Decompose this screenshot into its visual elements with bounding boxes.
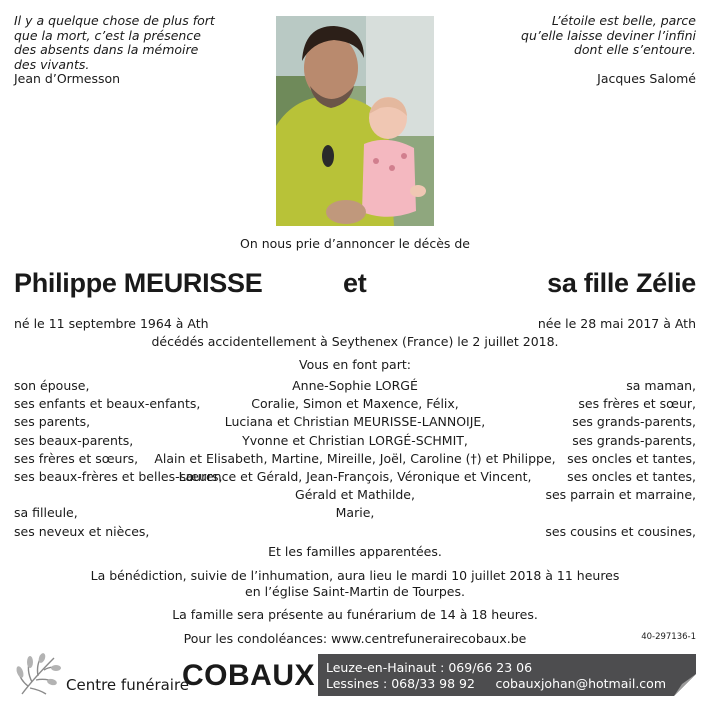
quote-right-line: dont elle s’entoure.: [573, 42, 696, 57]
quote-left-line: des absents dans la mémoire: [14, 42, 199, 57]
families-line: Et les familles apparentées.: [268, 544, 442, 559]
relation-right: ses grands-parents,: [572, 432, 696, 448]
relation-left: ses parents,: [14, 414, 91, 430]
part-intro: Vous en font part:: [299, 357, 411, 372]
death-line: décédés accidentellement à Seythenex (France) le 2 juillet 2018.: [151, 334, 559, 349]
relation-names: Coralie, Simon et Maxence, Félix,: [251, 396, 459, 412]
family-row: [14, 414, 696, 432]
relation-names: Luciana et Christian MEURISSE-LANNOIJE,: [224, 414, 486, 430]
cobaux-brand: COBAUX: [182, 659, 316, 692]
phone-leuze: Leuze-en-Hainaut : 069/66 23 06: [326, 660, 533, 675]
quote-right: [466, 14, 696, 86]
relation-names: Yvonne et Christian LORGÉ-SCHMIT,: [242, 432, 468, 448]
quote-right-author: Jacques Salomé: [597, 70, 696, 86]
family-row: [14, 505, 696, 523]
phone-lessines: Lessines : 068/33 98 92: [326, 676, 475, 691]
presence-line: La famille sera présente au funérarium de 14 à 18 heures.: [172, 607, 538, 622]
relation-names: Alain et Elisabeth, Martine, Mireille, Joël, Caroline (†) et Philippe,: [154, 450, 556, 466]
relation-left: son épouse,: [14, 378, 90, 393]
father-birth: né le 11 septembre 1964 à Ath: [14, 316, 209, 331]
ceremony-line: La bénédiction, suivie de l’inhumation, aura lieu le mardi 10 juillet 2018 à 11 heures: [90, 568, 620, 583]
email[interactable]: cobauxjohan@hotmail.com: [495, 676, 666, 691]
relation-right: sa maman,: [626, 378, 696, 393]
relation-names: Gérald et Mathilde,: [295, 487, 415, 503]
relation-right: ses oncles et tantes,: [567, 450, 696, 466]
family-row: [14, 396, 696, 414]
family-row: [14, 451, 696, 469]
family-row: [14, 487, 696, 505]
contact-panel: [318, 654, 696, 696]
relation-right: ses oncles et tantes,: [567, 468, 696, 484]
centre-funeraire-label: Centre funéraire: [66, 676, 190, 694]
deceased-daughter-name: sa fille Zélie: [547, 268, 696, 298]
relation-left: ses enfants et beaux-enfants,: [14, 396, 201, 412]
quote-left-line: que la mort, c’est la présence: [14, 27, 201, 43]
family-row: [14, 433, 696, 451]
quote-left: [14, 14, 244, 87]
family-row: [14, 469, 696, 487]
quote-left-line: des vivants.: [14, 56, 90, 72]
announcement: On nous prie d’annoncer le décès de: [239, 236, 471, 251]
relation-left: ses beaux-parents,: [14, 432, 134, 448]
quote-left-line: Il y a quelque chose de plus fort: [14, 13, 215, 28]
relation-right: ses parrain et marraine,: [545, 487, 696, 503]
relation-left: ses neveux et nièces,: [14, 523, 150, 539]
daughter-birth: née le 28 mai 2017 à Ath: [537, 316, 696, 331]
quote-left-author: Jean d’Ormesson: [14, 71, 121, 86]
ceremony-line: en l’église Saint-Martin de Tourpes.: [245, 584, 465, 599]
family-list: [14, 378, 696, 542]
page-curl-icon: [674, 674, 696, 696]
quote-right-line: L’étoile est belle, parce: [551, 13, 696, 28]
relation-left: sa filleule,: [14, 505, 78, 521]
relation-names: Laurence et Gérald, Jean-François, Véronique et Vincent,: [178, 468, 532, 484]
deceased-conjunction: et: [343, 268, 367, 298]
relation-right: ses grands-parents,: [572, 414, 696, 430]
family-row: [14, 524, 696, 542]
relation-left: ses frères et sœurs,: [14, 450, 139, 466]
relation-right: ses frères et sœur,: [578, 396, 696, 412]
leaf-logo-icon: [14, 652, 62, 698]
relation-left: ses beaux-frères et belles-sœurs,: [14, 468, 223, 484]
reference-number: 40-297136-1: [641, 632, 696, 642]
portrait-photo: [276, 16, 434, 226]
condolences-line: Pour les condoléances: www.centrefunerairecobaux.be: [183, 631, 527, 646]
relation-right: ses cousins et cousines,: [545, 523, 696, 539]
deceased-father-name: Philippe MEURISSE: [14, 268, 263, 298]
family-row: [14, 378, 696, 396]
relation-names: Anne-Sophie LORGÉ: [292, 378, 418, 393]
quote-right-line: qu’elle laisse deviner l’infini: [521, 27, 696, 43]
relation-names: Marie,: [335, 505, 375, 521]
